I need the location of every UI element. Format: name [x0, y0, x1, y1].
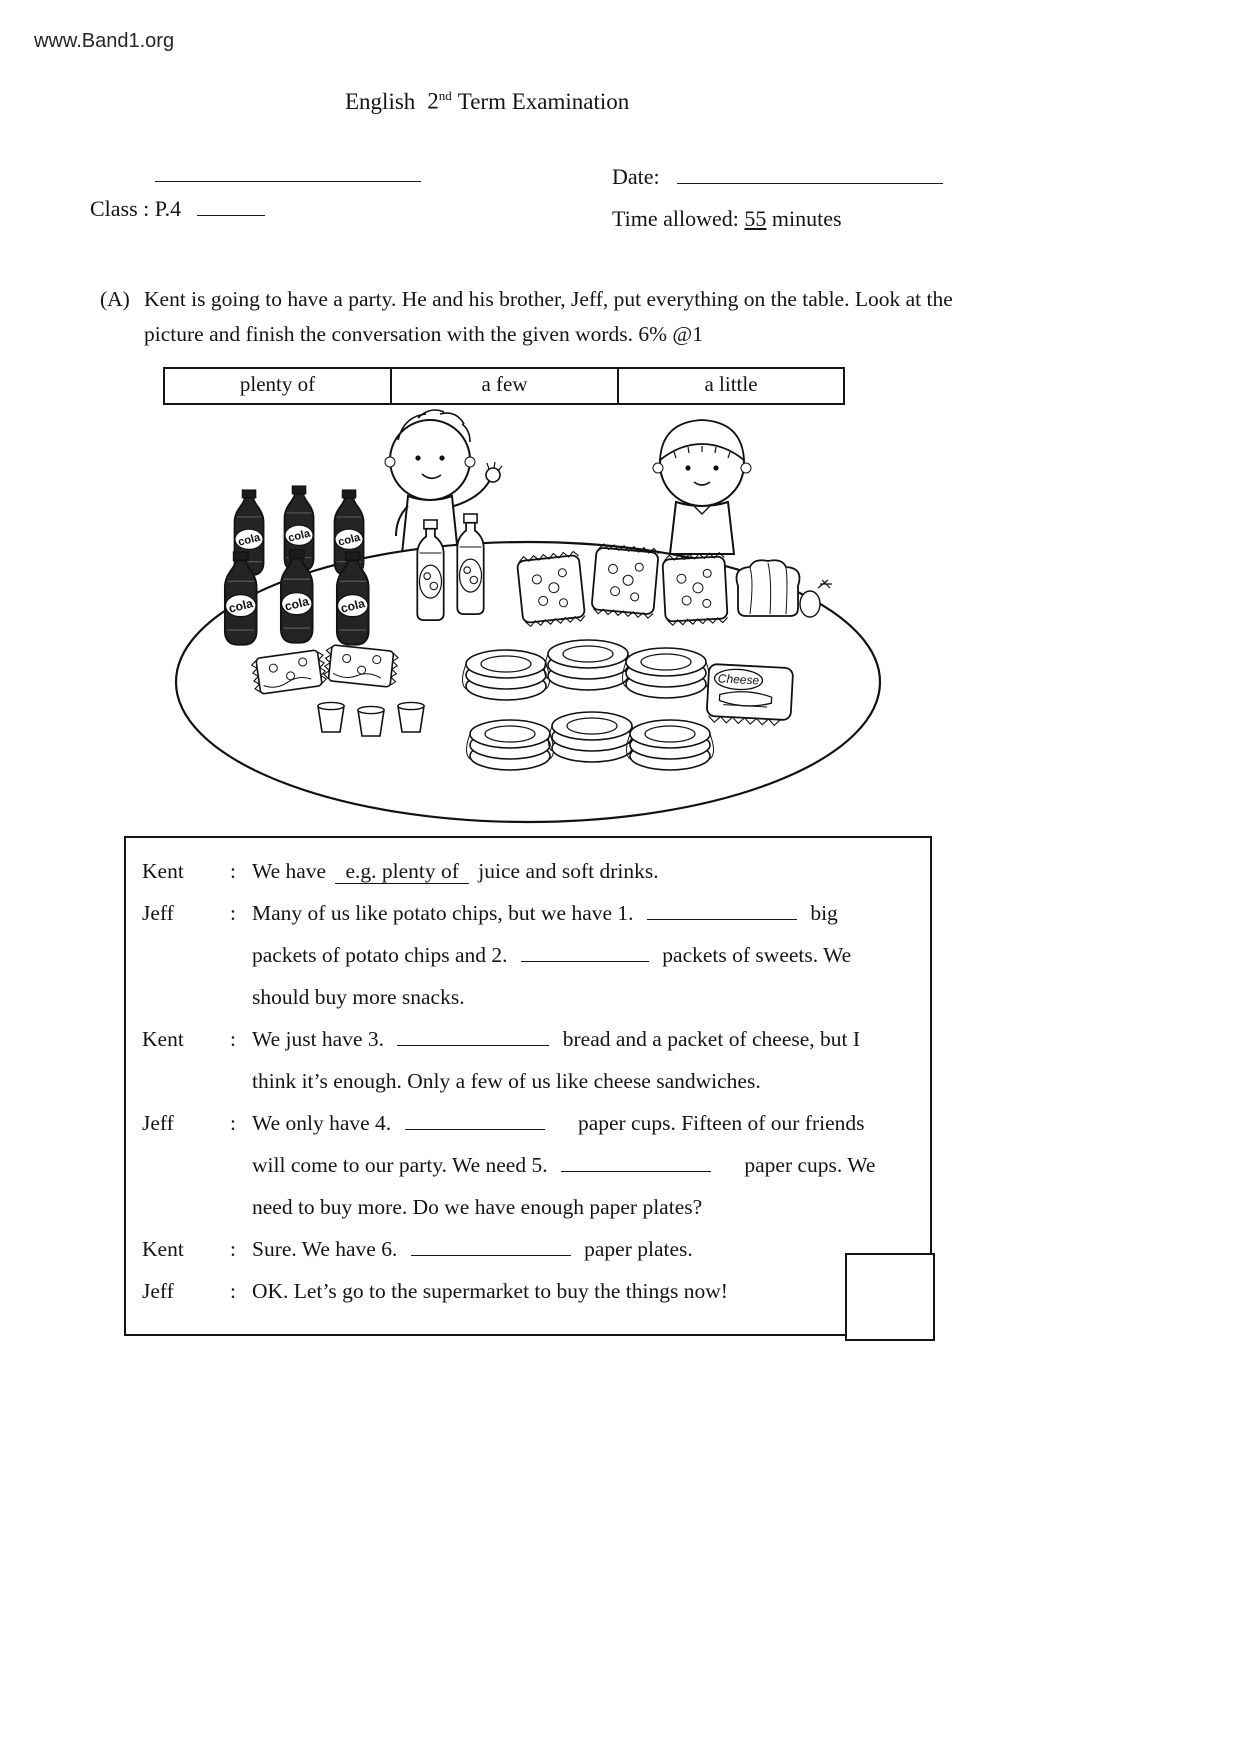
- colon: :: [230, 1237, 236, 1261]
- term-ordinal: nd: [438, 88, 452, 103]
- dialog-row: [142, 1102, 920, 1228]
- dialog-row: [142, 1270, 920, 1312]
- dialog-row: [142, 850, 920, 892]
- speaker-name: Jeff: [142, 1279, 174, 1303]
- section-a-instructions: [100, 282, 970, 352]
- date-blank: [677, 183, 943, 184]
- section-label: (A): [100, 287, 130, 311]
- colon: :: [230, 859, 236, 883]
- instruction-line2: Look at the picture and finish the conversation with the given words. 6% @1: [144, 287, 953, 346]
- word-bank-table: [163, 367, 845, 405]
- term-number: 2: [427, 88, 439, 114]
- dialog-text: Sure. We have 6.: [252, 1237, 398, 1261]
- cola-bottles: [225, 486, 369, 645]
- example-answer: e.g. plenty of: [335, 859, 468, 884]
- colon: :: [230, 1027, 236, 1051]
- date-field: [612, 164, 943, 190]
- class-label: Class : P.4: [90, 196, 182, 221]
- time-allowed-field: [612, 206, 842, 232]
- answer-blank-4: [405, 1129, 545, 1130]
- site-watermark: www.Band1.org: [34, 30, 175, 52]
- class-blank: [197, 215, 265, 216]
- dialog-row: [142, 892, 920, 1018]
- boy-jeff: [653, 420, 751, 554]
- word-bank-option: a few: [390, 369, 619, 403]
- dialog-text: need to buy more. Do we have enough paper plates?: [252, 1195, 703, 1219]
- speaker-name: Jeff: [142, 901, 174, 925]
- dialog-text: We just have 3.: [252, 1027, 385, 1051]
- answer-blank-2: [521, 961, 649, 962]
- instruction-line1: Kent is going to have a party. He and his brother, Jeff, put everything on the table.: [144, 287, 850, 311]
- date-label: Date:: [612, 164, 660, 189]
- dialog-text: think it’s enough. Only a few of us like cheese sandwiches.: [252, 1069, 761, 1093]
- party-picture: cola Cheese: [168, 402, 892, 832]
- cheese-packet: [706, 664, 793, 726]
- dialog-text: big: [810, 901, 838, 925]
- time-allowed-unit: minutes: [771, 206, 842, 231]
- boy-kent: [385, 410, 502, 554]
- answer-blank-1: [647, 919, 797, 920]
- dialog-text: juice and soft drinks.: [478, 859, 659, 883]
- answer-blank-5: [561, 1171, 711, 1172]
- dialog-text: OK. Let’s go to the supermarket to buy the things now!: [252, 1279, 728, 1303]
- bread-loaf: [737, 560, 833, 617]
- dialog-text: Many of us like potato chips, but we have 1.: [252, 901, 634, 925]
- dialog-text: should buy more snacks.: [252, 985, 465, 1009]
- exam-title: [345, 88, 629, 115]
- dialog-text: paper cups. We: [744, 1153, 876, 1177]
- dialog-text: We only have 4.: [252, 1111, 392, 1135]
- conversation-box: [124, 836, 932, 1336]
- dialog-text: packets of sweets. We: [662, 943, 852, 967]
- dialog-text: packets of potato chips and 2.: [252, 943, 508, 967]
- time-allowed-value: 55: [744, 206, 767, 231]
- name-line: [155, 168, 421, 182]
- speaker-name: Jeff: [142, 1111, 174, 1135]
- speaker-name: Kent: [142, 1237, 184, 1261]
- word-bank-option: a little: [704, 372, 758, 396]
- time-allowed-label: Time allowed:: [612, 206, 739, 231]
- speaker-name: Kent: [142, 859, 184, 883]
- dialog-text: bread and a packet of cheese, but I: [562, 1027, 861, 1051]
- answer-blank-3: [397, 1045, 549, 1046]
- colon: :: [230, 1111, 236, 1135]
- word-bank-option: plenty of: [239, 372, 316, 396]
- exam-subject: English: [345, 88, 416, 114]
- score-box: [845, 1253, 935, 1341]
- paper-cups: [318, 702, 424, 736]
- cheese-label: Cheese: [717, 671, 760, 688]
- colon: :: [230, 1279, 236, 1303]
- dialog-row: [142, 1018, 920, 1102]
- dialog-row: [142, 1228, 920, 1270]
- dialog-text: paper cups. Fifteen of our friends: [577, 1111, 865, 1135]
- speaker-name: Kent: [142, 1027, 184, 1051]
- colon: :: [230, 901, 236, 925]
- exam-title-rest: Term Examination: [457, 88, 630, 114]
- dialog-text: We have: [252, 859, 327, 883]
- dialog-text: paper plates.: [584, 1237, 693, 1261]
- class-field: [90, 196, 265, 222]
- dialog-text: will come to our party. We need 5.: [252, 1153, 548, 1177]
- answer-blank-6: [411, 1255, 571, 1256]
- instruction-text: [144, 282, 970, 352]
